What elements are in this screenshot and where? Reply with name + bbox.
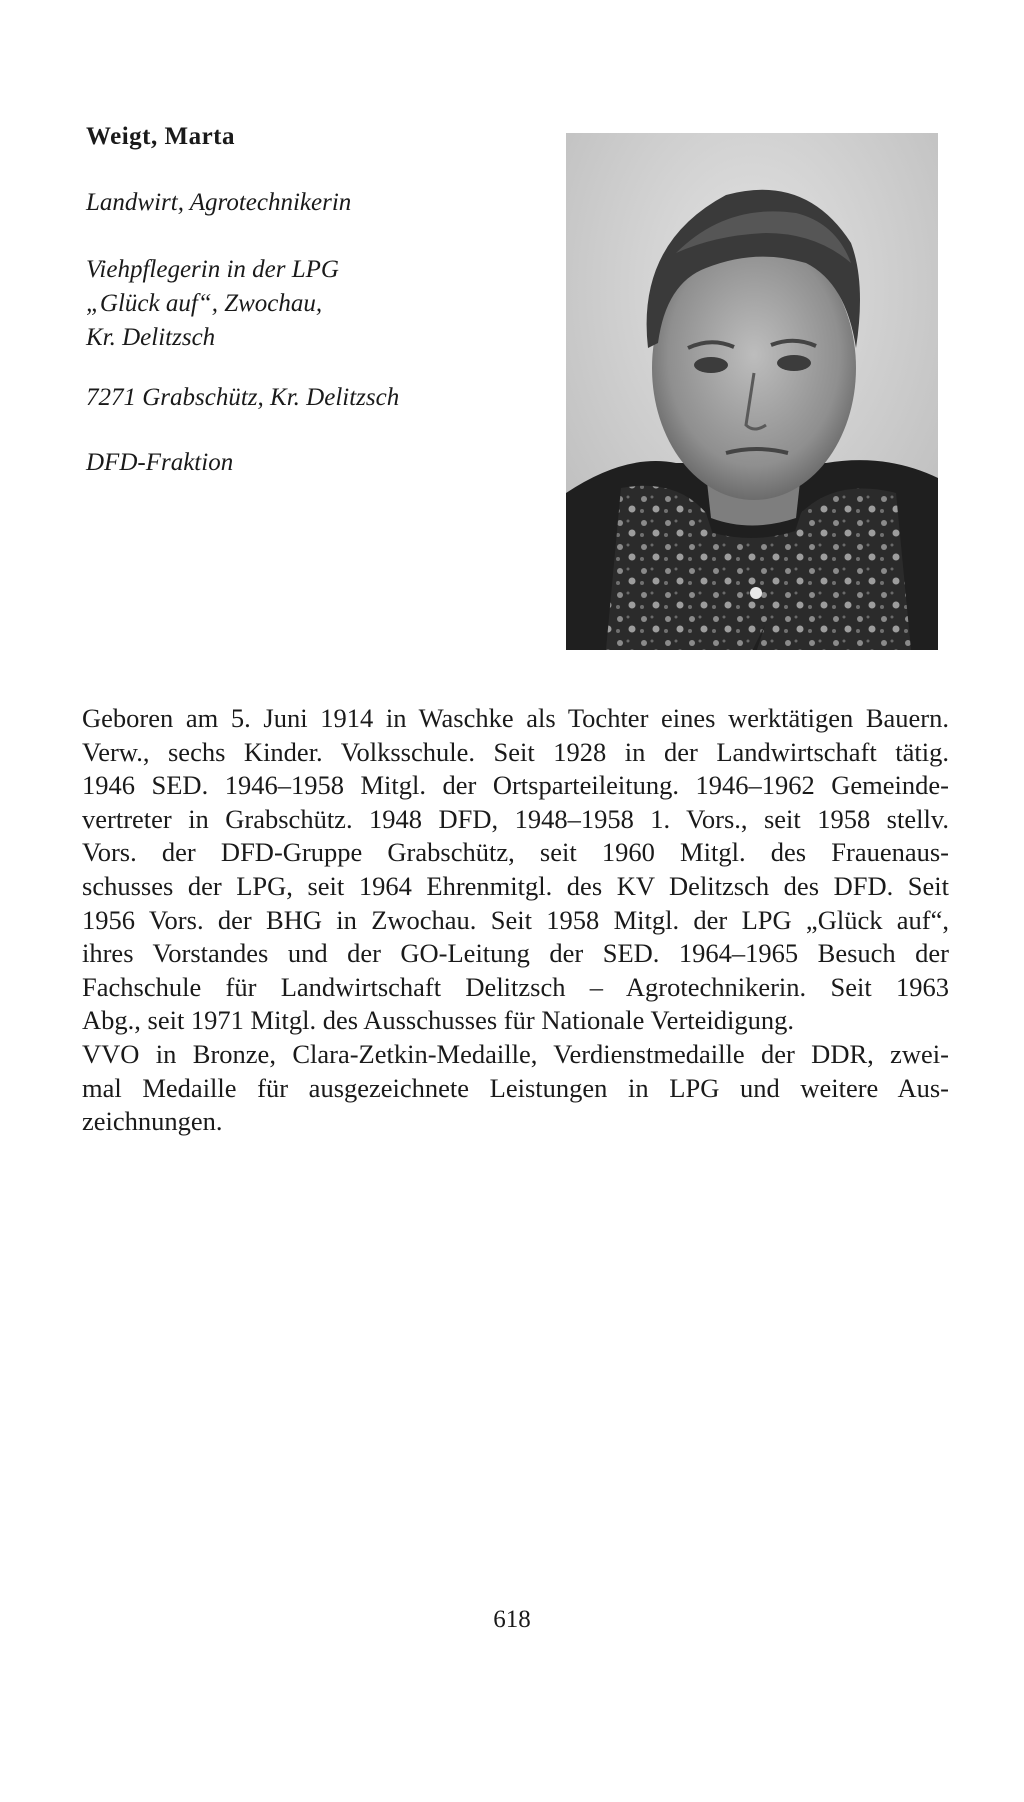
workplace-line: Kr. Delitzsch [86, 324, 216, 351]
biography-line: Verw., sechs Kinder. Volksschule. Seit 1928 in der Landwirtschaft tätig. [82, 736, 949, 767]
biography-line: vertreter in Grabschütz. 1948 DFD, 1948–1958 1. Vors., seit 1958 stellv. [82, 803, 949, 834]
entry-faction: DFD-Fraktion [86, 449, 234, 476]
workplace-line: Viehpflegerin in der LPG [86, 256, 339, 283]
entry-address: 7271 Grabschütz, Kr. Delitzsch [86, 384, 400, 411]
biography-line: Fachschule für Landwirtschaft Delitzsch – Agrotechnikerin. Seit 1963 [82, 971, 949, 1002]
biography-line: 1956 Vors. der BHG in Zwochau. Seit 1958 Mitgl. der LPG „Glück auf“, [82, 904, 949, 935]
entry-workplace [86, 253, 339, 355]
biography-line: schusses der LPG, seit 1964 Ehrenmitgl. des KV Delitzsch des DFD. Seit [82, 870, 949, 901]
entry-name: Weigt, Marta [86, 123, 236, 150]
biography-line: Abg., seit 1971 Mitgl. des Ausschusses für Nationale Verteidigung. [82, 1005, 794, 1036]
biography-line: ihres Vorstandes und der GO-Leitung der SED. 1964–1965 Besuch der [82, 938, 949, 969]
portrait-photo [566, 133, 938, 650]
portrait-photo-image [566, 133, 938, 650]
biography-line: Vors. der DFD-Gruppe Grabschütz, seit 1960 Mitgl. des Frauenaus- [82, 837, 949, 868]
biography [82, 702, 949, 1139]
biography-line: Geboren am 5. Juni 1914 in Waschke als Tochter eines werktätigen Bauern. [82, 703, 949, 733]
awards-line: zeichnungen. [82, 1106, 223, 1137]
biography-line: 1946 SED. 1946–1958 Mitgl. der Ortsparteileitung. 1946–1962 Gemeinde- [82, 770, 949, 801]
page-number: 618 [493, 1606, 531, 1633]
awards-line: VVO in Bronze, Clara-Zetkin-Medaille, Verdienstmedaille der DDR, zwei- [82, 1038, 949, 1069]
entry-profession: Landwirt, Agrotechnikerin [86, 189, 352, 216]
workplace-line: „Glück auf“, Zwochau, [86, 290, 323, 317]
awards-paragraph [82, 1038, 949, 1139]
awards-line: mal Medaille für ausgezeichnete Leistungen in LPG und weitere Aus- [82, 1072, 949, 1103]
biography-paragraph [82, 702, 949, 1038]
